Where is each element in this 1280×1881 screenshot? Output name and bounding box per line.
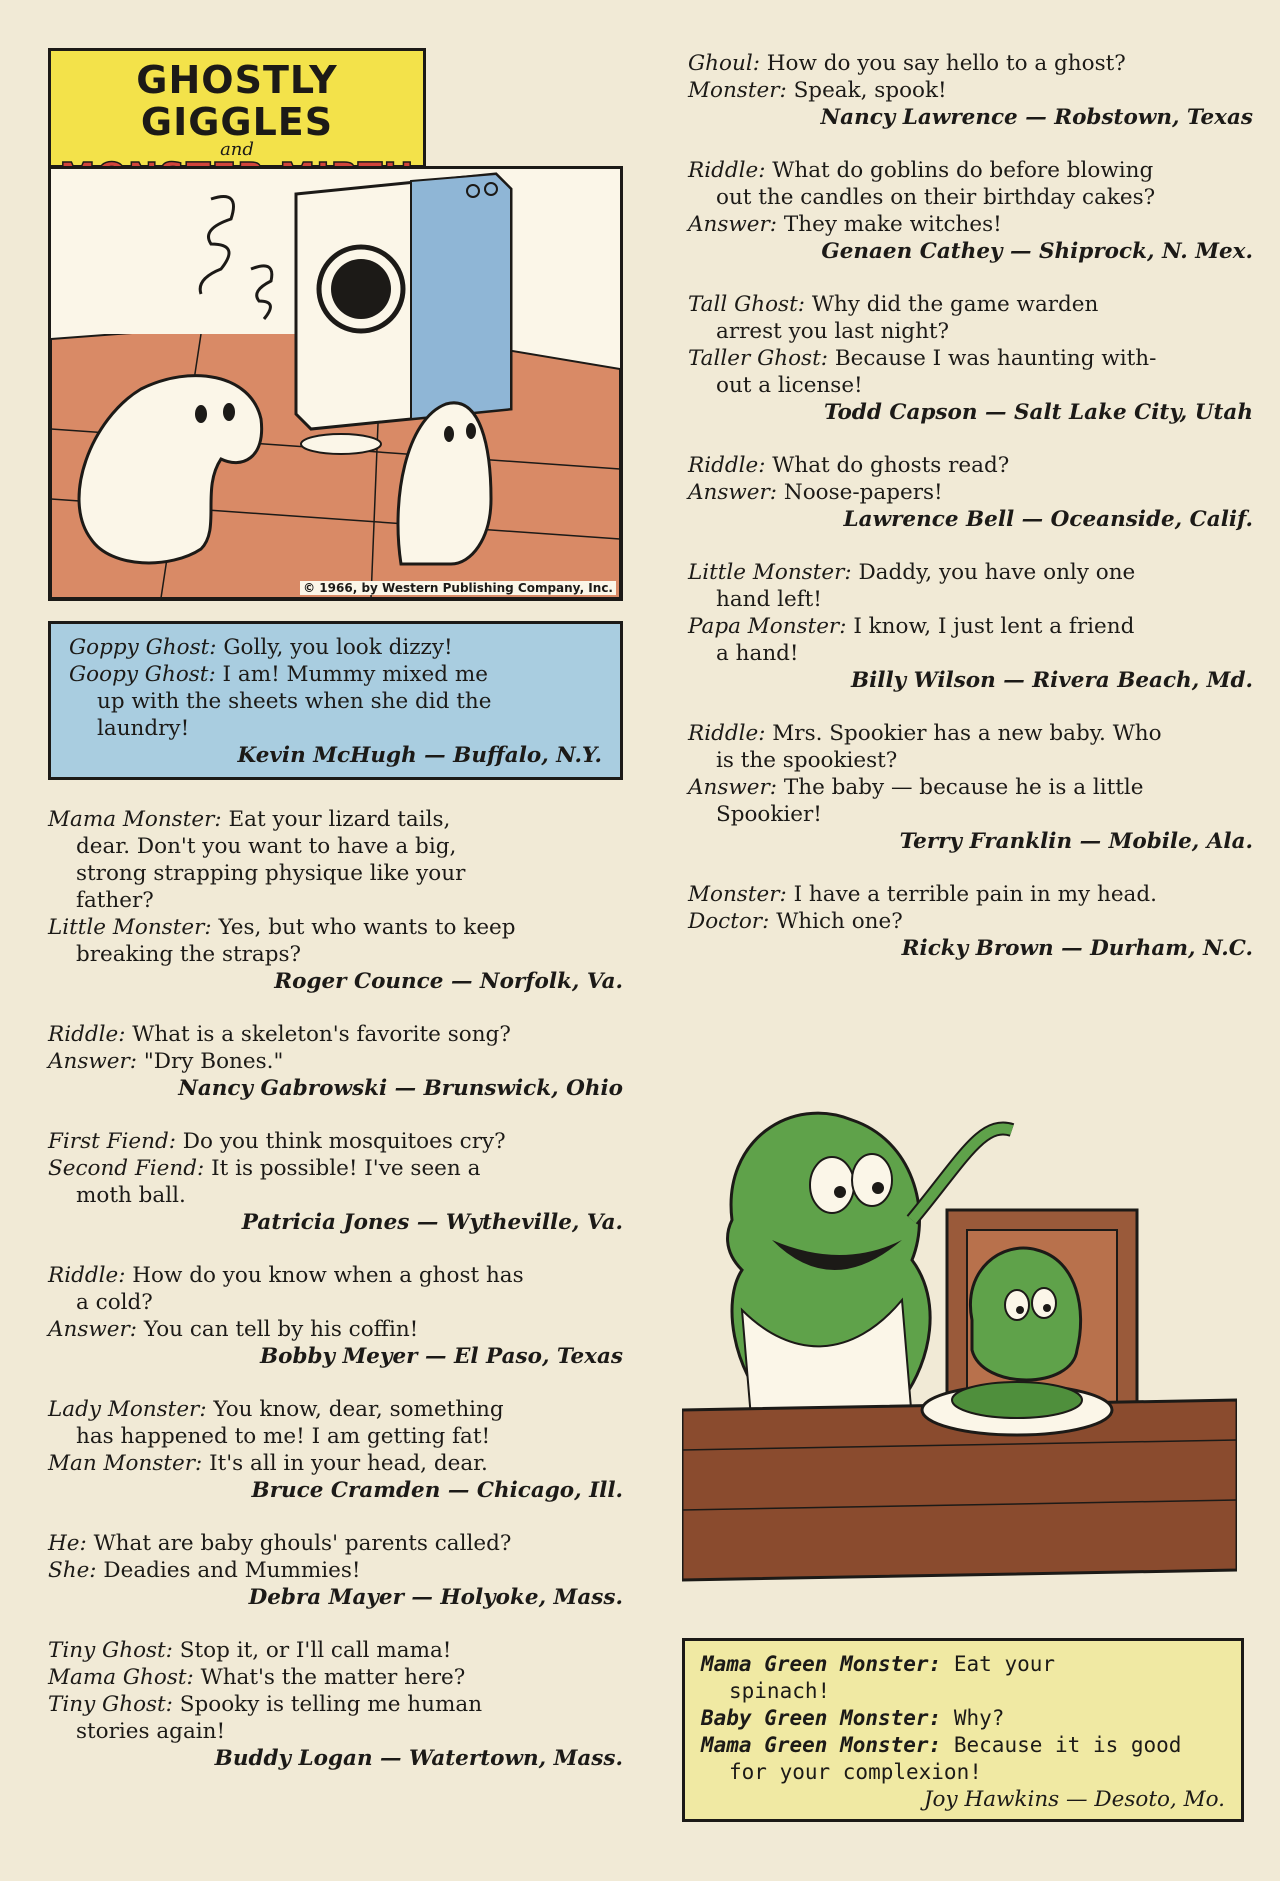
- dialogue: Stop it, or I'll call mama!: [179, 1638, 452, 1663]
- joke-line: for your complexion!: [729, 1760, 982, 1784]
- joke-line: [688, 77, 1253, 104]
- joke-line: [688, 747, 1253, 774]
- joke-line: [48, 1718, 623, 1745]
- speaker: Tiny Ghost:: [48, 1638, 173, 1663]
- speaker: Taller Ghost:: [688, 346, 828, 371]
- spinach-joke-box: [682, 1638, 1244, 1822]
- joke-credit: Genaen Cathey — Shiprock, N. Mex.: [821, 239, 1253, 264]
- speaker: Mama Monster:: [48, 807, 222, 832]
- dialogue: I have a terrible pain in my head.: [793, 882, 1157, 907]
- joke-line: [48, 1021, 623, 1048]
- joke-line: [48, 914, 623, 941]
- title-box: [48, 48, 426, 168]
- dialogue: father?: [76, 888, 154, 913]
- joke-entry: [688, 50, 1253, 131]
- joke-credit: Terry Franklin — Mobile, Ala.: [899, 829, 1253, 854]
- dialogue: Golly, you look dizzy!: [223, 635, 453, 660]
- joke-line: [688, 586, 1253, 613]
- joke-line: [688, 801, 1253, 828]
- speaker: Monster:: [688, 78, 787, 103]
- joke-entry: [688, 157, 1253, 265]
- joke-line: [688, 452, 1253, 479]
- speaker: Ghoul:: [688, 51, 760, 76]
- speaker: Goopy Ghost:: [69, 662, 216, 687]
- joke-line: [48, 1396, 623, 1423]
- ghost-washing-machine-illustration: [51, 169, 620, 598]
- speaker: Answer:: [48, 1049, 138, 1074]
- dialogue: Which one?: [776, 909, 903, 934]
- dialogue: "Dry Bones.": [143, 1049, 284, 1074]
- joke-line: [701, 1732, 1225, 1759]
- joke-line: [688, 372, 1253, 399]
- dialogue: Noose-papers!: [783, 480, 943, 505]
- joke-line: [688, 881, 1253, 908]
- joke-line: [69, 661, 602, 688]
- joke-line: [688, 291, 1253, 318]
- dialogue: How do you know when a ghost has: [132, 1263, 524, 1288]
- title-ghostly-giggles: GHOSTLY GIGGLES: [136, 58, 338, 144]
- left-column: [48, 48, 623, 1772]
- dialogue: a cold?: [76, 1290, 153, 1315]
- dialogue: dear. Don't you want to have a big,: [76, 834, 457, 859]
- joke-line: [48, 1423, 623, 1450]
- dialogue: How do you say hello to a ghost?: [766, 51, 1126, 76]
- dialogue: out a license!: [716, 373, 863, 398]
- joke-credit: Debra Mayer — Holyoke, Mass.: [248, 1585, 623, 1610]
- dialogue: moth ball.: [76, 1183, 186, 1208]
- dialogue: What do ghosts read?: [772, 453, 1010, 478]
- joke-entry: [48, 1128, 623, 1236]
- speaker: Man Monster:: [48, 1451, 203, 1476]
- joke-line: [48, 1691, 623, 1718]
- joke-credit: Bobby Meyer — El Paso, Texas: [259, 1344, 623, 1369]
- joke-credit: Bruce Cramden — Chicago, Ill.: [251, 1478, 623, 1503]
- joke-line: [688, 908, 1253, 935]
- dialogue: a hand!: [716, 641, 799, 666]
- dialogue: breaking the straps?: [76, 942, 302, 967]
- speaker: Riddle:: [688, 453, 766, 478]
- joke-line: [48, 1289, 623, 1316]
- joke-credit: Joy Hawkins — Desoto, Mo.: [923, 1787, 1225, 1812]
- dialogue: What do goblins do before blowing: [772, 158, 1154, 183]
- joke-line: [688, 211, 1253, 238]
- right-joke-list: [688, 50, 1253, 962]
- joke-line: [688, 640, 1253, 667]
- dialogue: Spookier!: [716, 802, 822, 827]
- joke-line: [48, 1637, 623, 1664]
- joke-line: [69, 634, 602, 661]
- speaker: Goppy Ghost:: [69, 635, 217, 660]
- joke-entry: [48, 1637, 623, 1772]
- joke-line: [48, 806, 623, 833]
- dialogue: I am! Mummy mixed me: [222, 662, 488, 687]
- speaker: Monster:: [688, 882, 787, 907]
- joke-line: [48, 1128, 623, 1155]
- joke-line: [701, 1705, 1225, 1732]
- joke-line: [48, 1316, 623, 1343]
- dialogue: I know, I just lent a friend: [853, 614, 1135, 639]
- joke-entry: [48, 1530, 623, 1611]
- joke-line: [688, 318, 1253, 345]
- speaker: Riddle:: [48, 1022, 126, 1047]
- speaker: Little Monster:: [688, 560, 852, 585]
- dialogue: Spooky is telling me human: [179, 1692, 483, 1717]
- ghost-laundry-cartoon: [48, 166, 623, 601]
- dialogue: Because I was haunting with-: [834, 346, 1157, 371]
- joke-line: [48, 860, 623, 887]
- joke-credit: Ricky Brown — Durham, N.C.: [901, 936, 1253, 961]
- speaker: First Fiend:: [48, 1129, 176, 1154]
- joke-line: [688, 157, 1253, 184]
- joke-line: [688, 50, 1253, 77]
- joke-entry: [688, 452, 1253, 533]
- dialogue: Eat your lizard tails,: [228, 807, 451, 832]
- speaker: Second Fiend:: [48, 1156, 205, 1181]
- green-monster-spinach-illustration: [682, 1100, 1237, 1620]
- joke-entry: [48, 806, 623, 995]
- joke-line: [688, 720, 1253, 747]
- dialogue: Why did the game warden: [811, 292, 1099, 317]
- joke-line: spinach!: [729, 1679, 831, 1703]
- joke-line: [688, 774, 1253, 801]
- dialogue: Why?: [953, 1706, 1005, 1730]
- joke-entry: [688, 559, 1253, 694]
- featured-joke-box: [48, 621, 623, 780]
- joke-entry: [48, 1021, 623, 1102]
- speaker: Answer:: [688, 480, 778, 505]
- dialogue: is the spookiest?: [716, 748, 898, 773]
- dialogue: It is possible! I've seen a: [211, 1156, 481, 1181]
- joke-credit: Billy Wilson — Rivera Beach, Md.: [850, 668, 1253, 693]
- joke-entry: [688, 881, 1253, 962]
- joke-credit: Patricia Jones — Wytheville, Va.: [241, 1210, 623, 1235]
- dialogue: They make witches!: [783, 212, 1002, 237]
- left-joke-list: [48, 806, 623, 1772]
- speaker: Riddle:: [688, 158, 766, 183]
- dialogue: strong strapping physique like your: [76, 861, 466, 886]
- joke-credit: Roger Counce — Norfolk, Va.: [274, 969, 623, 994]
- dialogue: arrest you last night?: [716, 319, 950, 344]
- joke-line: [48, 833, 623, 860]
- speaker: Lady Monster:: [48, 1397, 207, 1422]
- dialogue: What is a skeleton's favorite song?: [132, 1022, 511, 1047]
- joke-credit: Todd Capson — Salt Lake City, Utah: [823, 400, 1253, 425]
- joke-line: [48, 1557, 623, 1584]
- joke-line: [48, 1450, 623, 1477]
- joke-credit: Kevin McHugh — Buffalo, N.Y.: [237, 743, 602, 768]
- joke-entry: [48, 1262, 623, 1370]
- dialogue: out the candles on their birthday cakes?: [716, 185, 1156, 210]
- joke-line: [48, 1262, 623, 1289]
- dialogue: The baby — because he is a little: [783, 775, 1144, 800]
- dialogue: It's all in your head, dear.: [209, 1451, 488, 1476]
- speaker: Mama Ghost:: [48, 1665, 194, 1690]
- speaker: She:: [48, 1558, 97, 1583]
- speaker: Mama Green Monster:: [701, 1652, 942, 1676]
- dialogue: Mrs. Spookier has a new baby. Who: [772, 721, 1162, 746]
- joke-line: [48, 1530, 623, 1557]
- joke-line: [688, 345, 1253, 372]
- dialogue: You can tell by his coffin!: [143, 1317, 419, 1342]
- dialogue: Because it is good: [953, 1733, 1182, 1757]
- dialogue: Deadies and Mummies!: [103, 1558, 361, 1583]
- joke-line: laundry!: [97, 716, 190, 741]
- title-and: and: [220, 139, 254, 160]
- speaker: Mama Green Monster:: [701, 1733, 942, 1757]
- dialogue: What's the matter here?: [200, 1665, 466, 1690]
- speaker: Baby Green Monster:: [701, 1706, 942, 1730]
- speaker: Tall Ghost:: [688, 292, 805, 317]
- joke-credit: Nancy Gabrowski — Brunswick, Ohio: [178, 1076, 623, 1101]
- joke-credit: Nancy Lawrence — Robstown, Texas: [820, 105, 1253, 130]
- dialogue: You know, dear, something: [213, 1397, 504, 1422]
- speaker: Doctor:: [688, 909, 770, 934]
- joke-line: [48, 1664, 623, 1691]
- joke-line: [48, 887, 623, 914]
- right-column: [688, 50, 1253, 962]
- joke-entry: [688, 720, 1253, 855]
- dialogue: stories again!: [76, 1719, 226, 1744]
- speaker: Riddle:: [688, 721, 766, 746]
- joke-line: [688, 184, 1253, 211]
- dialogue: Yes, but who wants to keep: [218, 915, 516, 940]
- speaker: Little Monster:: [48, 915, 212, 940]
- joke-entry: [48, 1396, 623, 1504]
- speaker: He:: [48, 1531, 87, 1556]
- dialogue: Daddy, you have only one: [858, 560, 1136, 585]
- copyright-notice: © 1966, by Western Publishing Company, Inc.: [300, 581, 616, 595]
- joke-line: [48, 1155, 623, 1182]
- joke-line: [688, 479, 1253, 506]
- speaker: Papa Monster:: [688, 614, 847, 639]
- joke-credit: Buddy Logan — Watertown, Mass.: [214, 1746, 623, 1771]
- joke-credit: Lawrence Bell — Oceanside, Calif.: [843, 507, 1253, 532]
- dialogue: has happened to me! I am getting fat!: [76, 1424, 491, 1449]
- dialogue: What are baby ghouls' parents called?: [93, 1531, 512, 1556]
- dialogue: hand left!: [716, 587, 822, 612]
- dialogue: Eat your: [953, 1652, 1056, 1676]
- speaker: Answer:: [688, 775, 778, 800]
- joke-line: [48, 941, 623, 968]
- joke-entry: [688, 291, 1253, 426]
- joke-line: up with the sheets when she did the: [97, 689, 492, 714]
- joke-line: [688, 613, 1253, 640]
- dialogue: Speak, spook!: [793, 78, 947, 103]
- joke-line: [48, 1048, 623, 1075]
- joke-line: [688, 559, 1253, 586]
- joke-line: [48, 1182, 623, 1209]
- speaker: Answer:: [48, 1317, 138, 1342]
- dialogue: Do you think mosquitoes cry?: [182, 1129, 506, 1154]
- speaker: Tiny Ghost:: [48, 1692, 173, 1717]
- speaker: Riddle:: [48, 1263, 126, 1288]
- joke-line: [701, 1651, 1225, 1678]
- speaker: Answer:: [688, 212, 778, 237]
